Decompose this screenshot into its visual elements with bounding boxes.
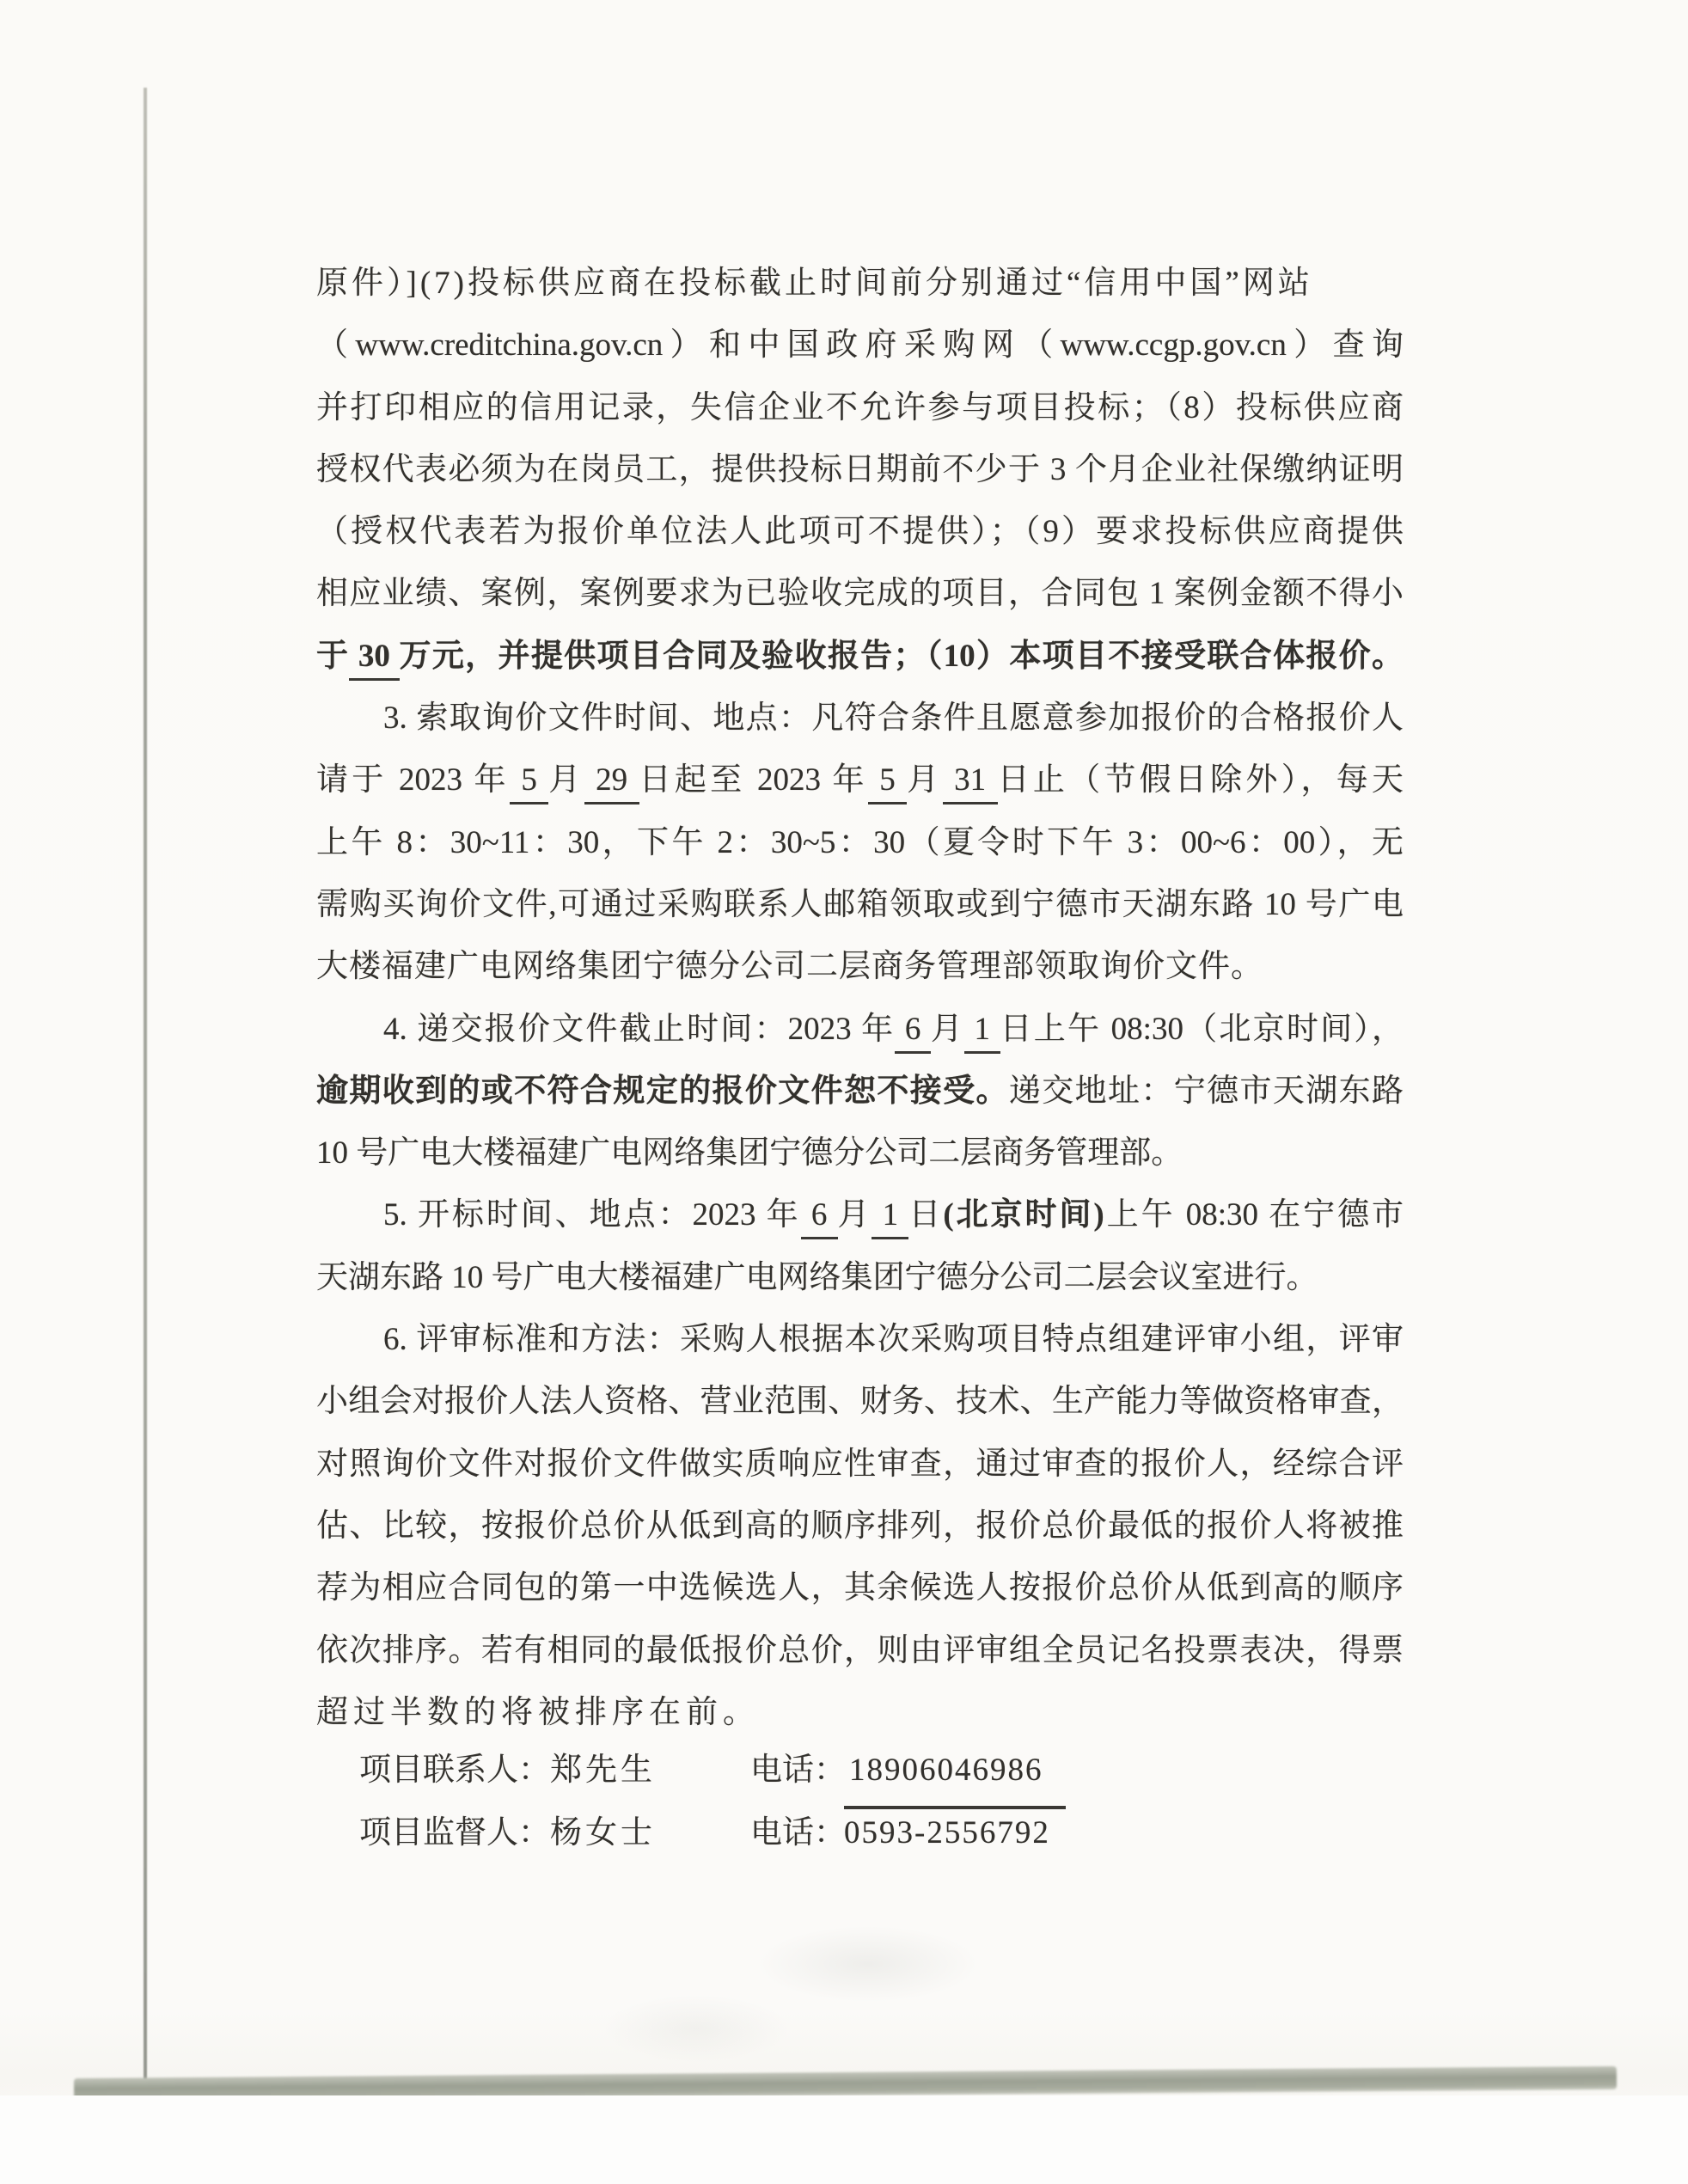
text-segment: (北京时间) — [943, 1197, 1104, 1233]
text-segment: 授权代表必须为在岗员工，提供投标日期前不少于 3 个月企业社保缴纳证明 — [316, 451, 1404, 487]
text-line — [316, 501, 1404, 563]
text-segment: 日 — [908, 1197, 944, 1233]
text-line — [316, 1682, 1404, 1744]
text-segment: 相应业绩、案例，案例要求为已验收完成的项目，合同包 1 案例金额不得小 — [316, 576, 1404, 612]
underlined-value: 5 — [510, 762, 549, 804]
text-segment: 估、比较，按报价总价从低到高的顺序排列，报价总价最低的报价人将被推 — [316, 1508, 1404, 1544]
text-line — [316, 1371, 1404, 1433]
text-segment: 4. 递交报价文件截止时间：2023 年 — [383, 1011, 896, 1047]
text-segment: 逾期收到的或不符合规定的报价文件恕不接受。 — [316, 1073, 1009, 1109]
underlined-value: 31 — [943, 762, 998, 804]
text-line — [316, 253, 1404, 315]
text-segment: 日止（节假日除外），每天 — [997, 762, 1404, 798]
text-line — [316, 626, 1404, 688]
contact-row — [316, 1802, 1404, 1865]
text-line — [316, 1123, 1404, 1184]
text-segment: 月 — [907, 762, 943, 798]
text-segment: 需购买询价文件,可通过采购联系人邮箱领取或到宁德市天湖东路 10 号广电 — [316, 886, 1404, 922]
contact-row — [316, 1740, 1404, 1802]
text-segment: 万元，并提供项目合同及验收报告；（10）本项目不接受联合体报价。 — [399, 638, 1404, 674]
text-line — [316, 999, 1404, 1061]
text-segment: 依次排序。若有相同的最低报价总价，则由评审组全员记名投票表决，得票 — [316, 1632, 1404, 1668]
phone-number: 0593-2556792 — [844, 1814, 1050, 1851]
text-line — [316, 874, 1404, 936]
contact-role-label: 项目联系人： — [359, 1753, 550, 1788]
text-segment: 日起至 2023 年 — [639, 762, 868, 798]
text-segment: （授权代表若为报价单位法人此项可不提供）；（9）要求投标供应商提供 — [316, 514, 1404, 550]
text-line — [316, 1620, 1404, 1682]
text-segment: 月 — [837, 1197, 872, 1233]
text-line — [316, 1557, 1404, 1619]
text-line — [316, 1434, 1404, 1496]
text-line — [316, 439, 1404, 501]
text-segment: 递交地址：宁德市天湖东路 — [1008, 1073, 1404, 1109]
text-segment: 对照询价文件对报价文件做实质响应性审查，通过审查的报价人，经综合评 — [316, 1446, 1404, 1482]
contact-role-label: 项目监督人： — [359, 1814, 550, 1851]
text-segment: 上午 08:30 在宁德市 — [1104, 1197, 1404, 1233]
scan-paper-edge-line-left — [144, 88, 147, 2080]
text-segment: 原件）](7)投标供应商在投标截止时间前分别通过“信用中国”网站 — [316, 266, 1313, 301]
text-line — [316, 749, 1404, 811]
document-body-text — [316, 253, 1404, 1744]
text-segment: 天湖东路 10 号广电大楼福建广电网络集团宁德分公司二层会议室进行。 — [316, 1259, 1318, 1295]
text-line — [316, 1247, 1404, 1309]
text-segment: 3. 索取询价文件时间、地点：凡符合条件且愿意参加报价的合格报价人 — [383, 700, 1404, 737]
scan-smudge — [602, 1994, 791, 2063]
text-segment: 荐为相应合同包的第一中选候选人，其余候选人按报价总价从低到高的顺序 — [316, 1570, 1404, 1606]
phone-label: 电话： — [750, 1814, 846, 1851]
text-line — [316, 688, 1404, 749]
text-segment: 月 — [548, 762, 584, 798]
text-segment: 大楼福建广电网络集团宁德分公司二层商务管理部领取询价文件。 — [316, 949, 1263, 985]
contact-person-name: 郑先生 — [550, 1753, 656, 1788]
text-line — [316, 1309, 1404, 1371]
text-segment: 5. 开标时间、地点：2023 年 — [383, 1197, 801, 1233]
underlined-value: 30 — [349, 639, 399, 681]
text-segment: 上午 8：30~11：30，下午 2：30~5：30（夏令时下午 3：00~6：00），无 — [316, 824, 1404, 860]
text-segment: 月 — [930, 1011, 965, 1047]
text-line — [316, 1496, 1404, 1557]
text-segment: 超过半数的将被排序在前。 — [316, 1694, 760, 1730]
contact-person-name: 杨女士 — [550, 1814, 656, 1851]
text-segment: 小组会对报价人法人资格、营业范围、财务、技术、生产能力等做资格审查， — [316, 1384, 1404, 1420]
underlined-value: 5 — [868, 762, 908, 804]
text-segment: 于 — [316, 638, 350, 674]
underlined-value: 1 — [872, 1197, 908, 1239]
text-line — [316, 315, 1404, 376]
text-line — [316, 1061, 1404, 1123]
underlined-value: 6 — [895, 1012, 930, 1054]
text-line — [316, 563, 1404, 625]
text-line — [316, 936, 1404, 998]
text-segment: 请于 2023 年 — [316, 762, 510, 798]
phone-number: 18906046986 — [844, 1740, 1066, 1809]
text-segment: 6. 评审标准和方法：采购人根据本次采购项目特点组建评审小组，评审 — [383, 1322, 1404, 1358]
text-segment: 10 号广电大楼福建广电网络集团宁德分公司二层商务管理部。 — [316, 1135, 1183, 1172]
text-segment: 并打印相应的信用记录，失信企业不允许参与项目投标；（8）投标供应商 — [316, 389, 1404, 425]
scanner-background-bottom — [0, 2095, 1688, 2184]
contact-info-block — [316, 1740, 1404, 1864]
text-line — [316, 377, 1404, 439]
underlined-value: 6 — [801, 1197, 838, 1239]
scan-smudge — [756, 1925, 980, 2003]
text-line — [316, 1184, 1404, 1246]
text-segment: 日上午 08:30（北京时间）， — [1000, 1011, 1404, 1047]
text-line — [316, 812, 1404, 874]
underlined-value: 1 — [964, 1012, 1000, 1054]
phone-label: 电话： — [750, 1753, 846, 1788]
text-segment: （www.creditchina.gov.cn）和中国政府采购网（www.ccgp.gov.cn）查询 — [316, 327, 1404, 364]
underlined-value: 29 — [584, 762, 639, 804]
